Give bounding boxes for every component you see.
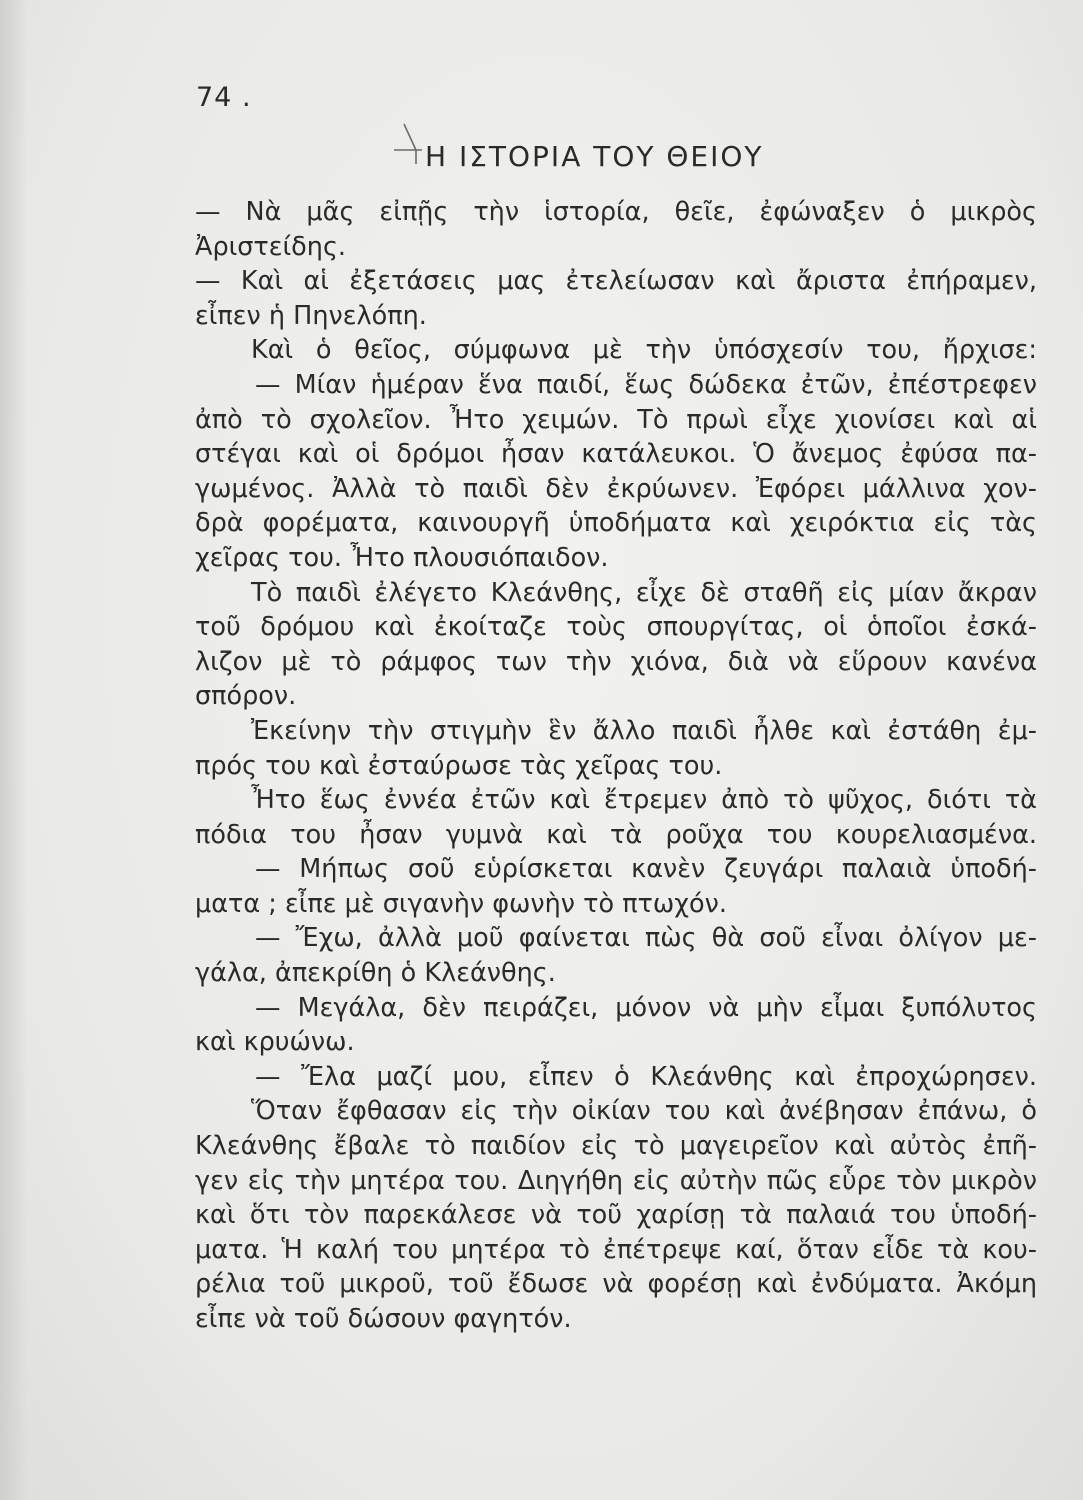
text-line: στέγαι καὶ οἱ δρόμοι ἦσαν κατάλευκοι. Ὁ ἄνεμος ἐφύσα πα-	[195, 439, 1037, 470]
text-line: — Ἔλα μαζί μου, εἶπεν ὁ Κλεάνθης καὶ ἐπροχώρησεν.	[255, 1061, 1037, 1092]
page-number: 74 .	[196, 82, 252, 113]
chapter-title: Η ΙΣΤΟΡΙΑ ΤΟΥ ΘΕΙΟΥ	[425, 140, 764, 173]
text-line: Καὶ ὁ θεῖος, σύμφωνα μὲ τὴν ὑπόσχεσίν του, ἤρχισε:	[251, 335, 1037, 366]
text-line: γάλα, ἀπεκρίθη ὁ Κλεάνθης.	[195, 958, 556, 989]
text-line: χεῖρας του. Ἦτο πλουσιόπαιδον.	[195, 542, 609, 573]
text-line: — Ἔχω, ἀλλὰ μοῦ φαίνεται πὼς θὰ σοῦ εἶναι ὀλίγον με-	[255, 923, 1037, 954]
text-line: καὶ ὅτι τὸν παρεκάλεσε νὰ τοῦ χαρίσῃ τὰ παλαιά του ὑποδή-	[195, 1200, 1037, 1231]
text-line: — Μίαν ἡμέραν ἕνα παιδί, ἕως δώδεκα ἐτῶν, ἐπέστρεφεν	[255, 369, 1037, 400]
text-line: Ὅταν ἔφθασαν εἰς τὴν οἰκίαν του καὶ ἀνέβησαν ἐπάνω, ὁ	[251, 1096, 1037, 1127]
text-line: καὶ κρυώνω.	[195, 1027, 355, 1058]
text-line: Τὸ παιδὶ ἐλέγετο Κλεάνθης, εἶχε δὲ σταθῆ εἰς μίαν ἄκραν	[251, 577, 1037, 608]
text-line: γωμένος. Ἀλλὰ τὸ παιδὶ δὲν ἐκρύωνεν. Ἐφόρει μάλλινα χον-	[195, 473, 1037, 504]
text-line: δρὰ φορέματα, καινουργῆ ὑποδήματα καὶ χειρόκτια εἰς τὰς	[195, 508, 1037, 539]
text-line: — Μήπως σοῦ εὑρίσκεται κανὲν ζευγάρι παλαιὰ ὑποδή-	[255, 854, 1037, 885]
text-line: — Νὰ μᾶς εἰπῇς τὴν ἱστορία, θεῖε, ἐφώναξεν ὁ μικρὸς	[195, 197, 1037, 227]
text-line: πρός του καὶ ἐσταύρωσε τὰς χεῖρας του.	[195, 750, 723, 781]
text-line: Κλεάνθης ἔβαλε τὸ παιδίον εἰς τὸ μαγειρεῖον καὶ αὐτὸς ἐπῆ-	[195, 1131, 1037, 1162]
text-line: — Καὶ αἱ ἐξετάσεις μας ἐτελείωσαν καὶ ἄριστα ἐπήραμεν,	[195, 266, 1037, 297]
text-line: Ἐκείνην τὴν στιγμὴν ἓν ἄλλο παιδὶ ἦλθε καὶ ἐστάθη ἐμ-	[251, 715, 1037, 746]
text-line: πόδια του ἦσαν γυμνὰ καὶ τὰ ροῦχα του κουρελιασμένα.	[195, 819, 1037, 850]
gutter-shadow	[0, 0, 28, 1500]
text-line: γεν εἰς τὴν μητέρα του. Διηγήθη εἰς αὐτὴν πῶς εὗρε τὸν μικρὸν	[195, 1165, 1037, 1196]
text-line: εἶπεν ἡ Πηνελόπη.	[195, 300, 427, 331]
text-line: εἶπε νὰ τοῦ δώσουν φαγητόν.	[195, 1304, 572, 1334]
text-line: τοῦ δρόμου καὶ ἐκοίταζε τοὺς σπουργίτας, οἱ ὁποῖοι ἐσκά-	[195, 612, 1037, 643]
text-line: Ἀριστείδης.	[195, 231, 347, 262]
text-line: ματα ; εἶπε μὲ σιγανὴν φωνὴν τὸ πτωχόν.	[195, 888, 727, 919]
body-text	[195, 195, 1037, 1337]
text-line: ματα. Ἡ καλή του μητέρα τὸ ἐπέτρεψε καί, ὅταν εἶδε τὰ κου-	[195, 1234, 1037, 1265]
text-line: — Μεγάλα, δὲν πειράζει, μόνον νὰ μὴν εἶμαι ξυπόλυτος	[255, 992, 1037, 1023]
text-line: ρέλια τοῦ μικροῦ, τοῦ ἔδωσε νὰ φορέσῃ καὶ ἐνδύματα. Ἀκόμη	[195, 1269, 1037, 1300]
text-line: ἀπὸ τὸ σχολεῖον. Ἦτο χειμών. Τὸ πρωὶ εἶχε χιονίσει καὶ αἱ	[195, 404, 1037, 435]
text-line: σπόρον.	[195, 681, 297, 712]
text-line: λιζον μὲ τὸ ράμφος των τὴν χιόνα, διὰ νὰ εὕρουν κανένα	[195, 646, 1037, 677]
text-line: Ἦτο ἕως ἐννέα ἐτῶν καὶ ἔτρεμεν ἀπὸ τὸ ψῦχος, διότι τὰ	[251, 785, 1037, 816]
